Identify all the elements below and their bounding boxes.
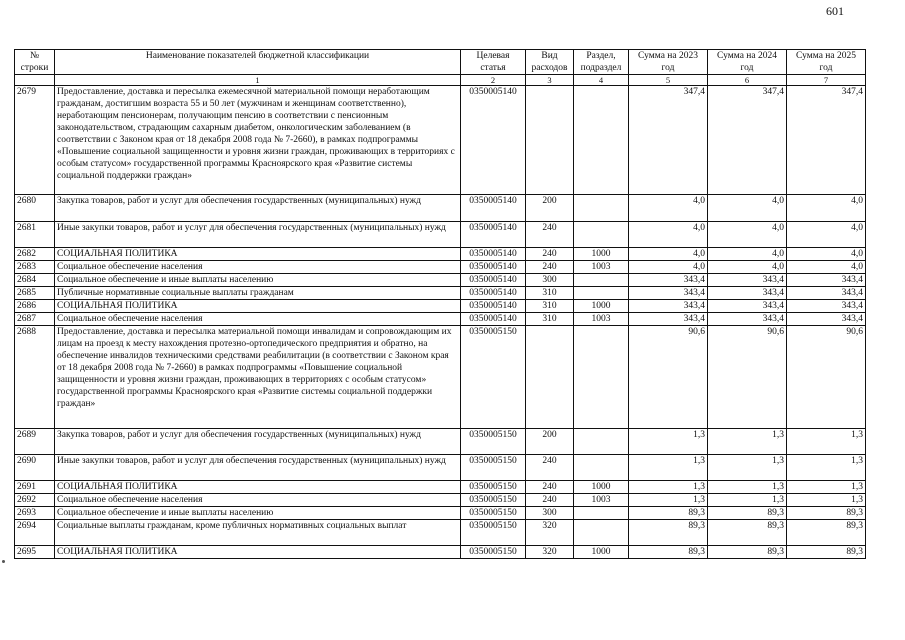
cell-indicator-name: Публичные нормативные социальные выплаты гражданам: [55, 287, 461, 300]
cell-target-article: 0350005150: [461, 520, 526, 546]
cell-expense-type: 200: [526, 429, 574, 455]
table-row: [15, 195, 866, 222]
header-sum-2023: Сумма на 2023 год: [629, 50, 708, 75]
cell-sum-2024: 4,0: [708, 248, 787, 261]
column-number: 2: [461, 75, 526, 86]
cell-indicator-name: Закупка товаров, работ и услуг для обеспечения государственных (муниципальных) нужд: [55, 195, 461, 222]
cell-section: [574, 455, 629, 481]
column-number: 4: [574, 75, 629, 86]
cell-expense-type: 310: [526, 287, 574, 300]
column-number: 3: [526, 75, 574, 86]
cell-target-article: 0350005140: [461, 248, 526, 261]
cell-expense-type: 240: [526, 481, 574, 494]
cell-sum-2023: 4,0: [629, 195, 708, 222]
cell-indicator-name: Иные закупки товаров, работ и услуг для обеспечения государственных (муниципальных) нужд: [55, 455, 461, 481]
cell-indicator-name: Социальное обеспечение населения: [55, 494, 461, 507]
cell-sum-2025: 1,3: [787, 429, 866, 455]
cell-row-number: 2683: [15, 261, 55, 274]
cell-sum-2025: 4,0: [787, 261, 866, 274]
cell-sum-2025: 343,4: [787, 274, 866, 287]
cell-sum-2024: 347,4: [708, 86, 787, 195]
table-row: [15, 494, 866, 507]
cell-target-article: 0350005140: [461, 287, 526, 300]
cell-target-article: 0350005140: [461, 86, 526, 195]
cell-sum-2025: 4,0: [787, 222, 866, 248]
cell-sum-2023: 1,3: [629, 481, 708, 494]
cell-section: 1003: [574, 494, 629, 507]
cell-indicator-name: СОЦИАЛЬНАЯ ПОЛИТИКА: [55, 546, 461, 559]
cell-sum-2023: 4,0: [629, 222, 708, 248]
header-row-no: № строки: [15, 50, 55, 75]
cell-expense-type: 200: [526, 195, 574, 222]
cell-sum-2024: 90,6: [708, 326, 787, 429]
table-row: [15, 455, 866, 481]
cell-sum-2025: 89,3: [787, 507, 866, 520]
budget-table: [14, 49, 866, 559]
cell-indicator-name: Социальные выплаты гражданам, кроме публичных нормативных социальных выплат: [55, 520, 461, 546]
cell-target-article: 0350005140: [461, 300, 526, 313]
table-row: [15, 520, 866, 546]
cell-section: [574, 195, 629, 222]
cell-expense-type: 320: [526, 520, 574, 546]
cell-section: [574, 429, 629, 455]
cell-indicator-name: Социальное обеспечение населения: [55, 313, 461, 326]
header-target: Целевая статья: [461, 50, 526, 75]
cell-expense-type: 310: [526, 300, 574, 313]
table-row: [15, 248, 866, 261]
cell-sum-2024: 89,3: [708, 507, 787, 520]
cell-row-number: 2685: [15, 287, 55, 300]
table-row: [15, 313, 866, 326]
cell-sum-2023: 4,0: [629, 248, 708, 261]
table-row: [15, 481, 866, 494]
table-row: [15, 274, 866, 287]
cell-sum-2023: 89,3: [629, 546, 708, 559]
cell-target-article: 0350005150: [461, 494, 526, 507]
cell-indicator-name: Иные закупки товаров, работ и услуг для обеспечения государственных (муниципальных) нужд: [55, 222, 461, 248]
cell-sum-2025: 4,0: [787, 195, 866, 222]
cell-sum-2024: 343,4: [708, 274, 787, 287]
cell-sum-2023: 343,4: [629, 274, 708, 287]
header-name: Наименование показателей бюджетной классификации: [55, 50, 461, 75]
cell-sum-2025: 1,3: [787, 455, 866, 481]
cell-row-number: 2679: [15, 86, 55, 195]
header-sum-2025: Сумма на 2025 год: [787, 50, 866, 75]
cell-sum-2025: 343,4: [787, 287, 866, 300]
cell-expense-type: 320: [526, 546, 574, 559]
cell-sum-2025: 90,6: [787, 326, 866, 429]
cell-expense-type: [526, 86, 574, 195]
cell-row-number: 2681: [15, 222, 55, 248]
cell-target-article: 0350005150: [461, 507, 526, 520]
cell-expense-type: [526, 326, 574, 429]
header-row: [15, 50, 866, 75]
cell-section: [574, 326, 629, 429]
cell-section: [574, 287, 629, 300]
cell-sum-2024: 343,4: [708, 300, 787, 313]
cell-sum-2025: 347,4: [787, 86, 866, 195]
cell-sum-2023: 89,3: [629, 507, 708, 520]
cell-row-number: 2695: [15, 546, 55, 559]
cell-sum-2025: 343,4: [787, 313, 866, 326]
cell-row-number: 2682: [15, 248, 55, 261]
cell-row-number: 2688: [15, 326, 55, 429]
cell-sum-2024: 89,3: [708, 520, 787, 546]
cell-indicator-name: Предоставление, доставка и пересылка ежемесячной материальной помощи неработающим гражданам, достигшим возраста 55 и 50 лет (мужчинам и женщинам соответственно), неработающим пенсионерам, получающим пенсию в соответствии с пенсионным законодательством, страдающим сахарным диабетом, онкологическим заболеванием (в соответствии с Законом края от 18 декабря 2008 года № 7-2660), в рамках подпрограммы «Повышение социальной защищенности и уровня жизни граждан, проживающих в территориях с особым статусом» государственной программы Красноярского края «Развитие системы социальной поддержки граждан»: [55, 86, 461, 195]
cell-sum-2023: 1,3: [629, 494, 708, 507]
cell-target-article: 0350005150: [461, 326, 526, 429]
cell-row-number: 2694: [15, 520, 55, 546]
cell-target-article: 0350005150: [461, 481, 526, 494]
cell-expense-type: 240: [526, 222, 574, 248]
page-number: 601: [826, 4, 844, 18]
cell-row-number: 2692: [15, 494, 55, 507]
cell-indicator-name: Социальное обеспечение и иные выплаты населению: [55, 274, 461, 287]
cell-expense-type: 300: [526, 507, 574, 520]
cell-section: 1003: [574, 313, 629, 326]
cell-section: [574, 86, 629, 195]
column-number: [15, 75, 55, 86]
cell-row-number: 2687: [15, 313, 55, 326]
cell-section: 1000: [574, 546, 629, 559]
table-row: [15, 546, 866, 559]
cell-expense-type: 310: [526, 313, 574, 326]
column-number: 5: [629, 75, 708, 86]
cell-indicator-name: Закупка товаров, работ и услуг для обеспечения государственных (муниципальных) нужд: [55, 429, 461, 455]
scan-artifact-dot: [2, 560, 5, 563]
cell-section: 1003: [574, 261, 629, 274]
table-body: [15, 86, 866, 559]
cell-sum-2025: 89,3: [787, 546, 866, 559]
header-section: Раздел, подраздел: [574, 50, 629, 75]
cell-section: [574, 520, 629, 546]
table-row: [15, 507, 866, 520]
table-row: [15, 86, 866, 195]
cell-sum-2023: 343,4: [629, 313, 708, 326]
cell-target-article: 0350005140: [461, 261, 526, 274]
table-row: [15, 429, 866, 455]
column-number: 7: [787, 75, 866, 86]
cell-row-number: 2693: [15, 507, 55, 520]
cell-sum-2023: 1,3: [629, 429, 708, 455]
cell-sum-2023: 343,4: [629, 287, 708, 300]
cell-sum-2025: 4,0: [787, 248, 866, 261]
table-row: [15, 287, 866, 300]
cell-sum-2024: 343,4: [708, 287, 787, 300]
cell-sum-2024: 4,0: [708, 195, 787, 222]
cell-indicator-name: Социальное обеспечение населения: [55, 261, 461, 274]
cell-indicator-name: Предоставление, доставка и пересылка материальной помощи инвалидам и сопровождающим их лицам на проезд к месту нахождения протезно-ортопедического предприятия и обратно, на обеспечение инвалидов техническими средствами реабилитации (в соответствии с Законом края от 18 декабря 2008 года № 7-2660) в рамках подпрограммы «Повышение социальной защищенности и уровня жизни граждан, проживающих в территориях с особым статусом» государственной программы Красноярского края «Развитие системы социальной поддержки граждан»: [55, 326, 461, 429]
header-expense-type: Вид расходов: [526, 50, 574, 75]
cell-section: 1000: [574, 300, 629, 313]
cell-target-article: 0350005140: [461, 274, 526, 287]
cell-indicator-name: СОЦИАЛЬНАЯ ПОЛИТИКА: [55, 481, 461, 494]
cell-target-article: 0350005150: [461, 546, 526, 559]
cell-indicator-name: СОЦИАЛЬНАЯ ПОЛИТИКА: [55, 248, 461, 261]
table-row: [15, 300, 866, 313]
cell-section: 1000: [574, 248, 629, 261]
cell-expense-type: 240: [526, 248, 574, 261]
cell-row-number: 2689: [15, 429, 55, 455]
cell-row-number: 2680: [15, 195, 55, 222]
cell-expense-type: 240: [526, 494, 574, 507]
cell-sum-2024: 343,4: [708, 313, 787, 326]
column-number: 1: [55, 75, 461, 86]
cell-sum-2023: 343,4: [629, 300, 708, 313]
cell-expense-type: 240: [526, 261, 574, 274]
cell-sum-2024: 1,3: [708, 481, 787, 494]
cell-sum-2023: 90,6: [629, 326, 708, 429]
cell-sum-2025: 1,3: [787, 494, 866, 507]
cell-expense-type: 300: [526, 274, 574, 287]
cell-sum-2023: 347,4: [629, 86, 708, 195]
cell-sum-2024: 1,3: [708, 429, 787, 455]
cell-target-article: 0350005150: [461, 455, 526, 481]
column-number: 6: [708, 75, 787, 86]
cell-target-article: 0350005140: [461, 222, 526, 248]
cell-target-article: 0350005140: [461, 313, 526, 326]
cell-sum-2023: 89,3: [629, 520, 708, 546]
cell-row-number: 2690: [15, 455, 55, 481]
cell-section: [574, 222, 629, 248]
cell-row-number: 2684: [15, 274, 55, 287]
cell-section: 1000: [574, 481, 629, 494]
cell-sum-2025: 1,3: [787, 481, 866, 494]
table-row: [15, 326, 866, 429]
cell-target-article: 0350005140: [461, 195, 526, 222]
cell-sum-2024: 4,0: [708, 261, 787, 274]
cell-row-number: 2691: [15, 481, 55, 494]
cell-expense-type: 240: [526, 455, 574, 481]
cell-section: [574, 274, 629, 287]
cell-sum-2024: 4,0: [708, 222, 787, 248]
column-number-row: [15, 75, 866, 86]
cell-sum-2025: 89,3: [787, 520, 866, 546]
cell-sum-2023: 4,0: [629, 261, 708, 274]
cell-sum-2024: 1,3: [708, 455, 787, 481]
cell-sum-2024: 1,3: [708, 494, 787, 507]
cell-sum-2025: 343,4: [787, 300, 866, 313]
cell-sum-2023: 1,3: [629, 455, 708, 481]
table-row: [15, 261, 866, 274]
cell-sum-2024: 89,3: [708, 546, 787, 559]
cell-row-number: 2686: [15, 300, 55, 313]
cell-indicator-name: СОЦИАЛЬНАЯ ПОЛИТИКА: [55, 300, 461, 313]
table-row: [15, 222, 866, 248]
header-sum-2024: Сумма на 2024 год: [708, 50, 787, 75]
cell-target-article: 0350005150: [461, 429, 526, 455]
cell-section: [574, 507, 629, 520]
cell-indicator-name: Социальное обеспечение и иные выплаты населению: [55, 507, 461, 520]
